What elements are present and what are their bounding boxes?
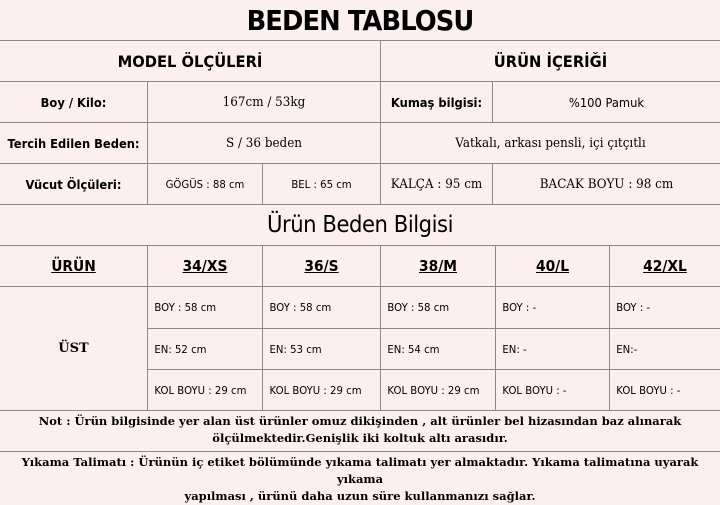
washing-instructions-line2: yapılması , ürünü daha uzun süre kullanmanızı sağlar. (184, 489, 536, 503)
fabric-value: %100 Pamuk (568, 94, 645, 110)
product-name: ÜST (58, 341, 89, 356)
body-measurements-label: Vücut Ölçüleri: (25, 176, 122, 192)
preferred-size-value: S / 36 beden (225, 135, 303, 151)
width-36-s: EN: 53 cm (269, 342, 322, 356)
measurement-note (0, 413, 720, 449)
hip-measurement: KALÇA : 95 cm (390, 176, 483, 192)
length-38-m: BOY : 58 cm (387, 301, 450, 314)
chest-measurement: GÖGÜS : 88 cm (165, 177, 245, 191)
width-38-m: EN: 54 cm (387, 342, 440, 356)
size-header-40-l: 40/L (535, 257, 570, 275)
washing-instructions (0, 454, 720, 503)
sleeve-36-s: KOL BOYU : 29 cm (269, 383, 362, 397)
washing-instructions-line1: Yıkama Talimatı : Ürünün iç etiket bölümünde yıkama talimatı yer almaktadır. Yıkama talimatına uyarak yıkama (21, 455, 699, 486)
model-measurements-heading: MODEL ÖLÇÜLERİ (117, 51, 263, 71)
length-42-xl: BOY : - (616, 301, 651, 314)
length-36-s: BOY : 58 cm (269, 301, 332, 314)
height-weight-label: Boy / Kilo: (40, 94, 107, 110)
size-header-36-s: 36/S (304, 257, 339, 275)
page-title: BEDEN TABLOSU (246, 3, 474, 37)
size-header-34-xs: 34/XS (182, 257, 228, 275)
sleeve-40-l: KOL BOYU : - (502, 383, 567, 397)
measurement-note-line2: ölçülmektedir.Genişlik iki koltuk altı arasıdır. (212, 431, 508, 445)
size-header-42-xl: 42/XL (643, 257, 687, 275)
sleeve-38-m: KOL BOYU : 29 cm (387, 383, 480, 397)
product-features: Vatkalı, arkası pensli, içi çıtçıtlı (455, 135, 646, 151)
product-column-header: ÜRÜN (51, 257, 96, 275)
size-header-38-m: 38/M (419, 257, 457, 275)
leg-length-measurement: BACAK BOYU : 98 cm (539, 176, 674, 192)
waist-measurement: BEL : 65 cm (291, 177, 352, 191)
height-weight-value: 167cm / 53kg (222, 94, 306, 110)
fabric-label: Kumaş bilgisi: (390, 94, 483, 110)
preferred-size-label: Tercih Edilen Beden: (7, 135, 140, 151)
width-40-l: EN: - (502, 342, 527, 356)
sleeve-34-xs: KOL BOYU : 29 cm (154, 383, 247, 397)
width-34-xs: EN: 52 cm (154, 342, 207, 356)
length-34-xs: BOY : 58 cm (154, 301, 217, 314)
product-content-heading: ÜRÜN İÇERİĞİ (493, 51, 608, 71)
measurement-note-line1: Not : Ürün bilgisinde yer alan üst ürünler omuz dikişinden , alt ürünler bel hizasından baz alınarak (38, 414, 682, 428)
width-42-xl: EN:- (616, 342, 638, 356)
size-info-heading: Ürün Beden Bilgisi (266, 212, 454, 238)
length-40-l: BOY : - (502, 301, 537, 314)
sleeve-42-xl: KOL BOYU : - (616, 383, 681, 397)
